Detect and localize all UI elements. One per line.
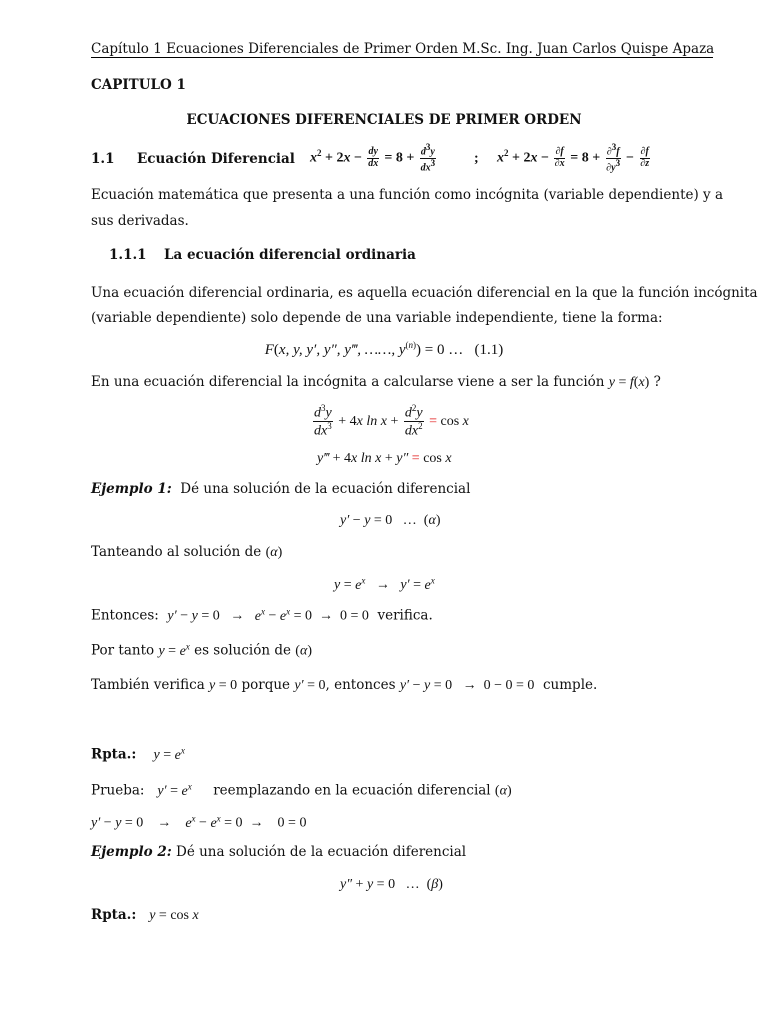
answer-1: Rpta.: $y = e^x$ [91, 745, 185, 763]
therefore-line: Por tanto $y = e^x$ es solución de (α) [91, 641, 312, 659]
definition-line-2: sus derivadas. [91, 213, 189, 229]
header-rule [91, 57, 713, 58]
ode-definition-line-2: (variable dependiente) solo depende de una variable independiente, tiene la forma: [91, 310, 663, 326]
chapter-title: ECUACIONES DIFERENCIALES DE PRIMER ORDEN [186, 112, 582, 128]
example-1-label: Ejemplo 1: [91, 481, 172, 497]
chapter-label: CAPITULO 1 [91, 77, 186, 93]
equation-separator: ; [474, 151, 479, 166]
example-2-text: Dé una solución de la ecuación diferencial [176, 844, 467, 860]
question-text: En una ecuación diferencial la incógnita a calcularse viene a ser la función [91, 374, 605, 390]
running-header: Capítulo 1 Ecuaciones Diferenciales de Primer Orden M.Sc. Ing. Juan Carlos Quispe Apaza [91, 41, 715, 57]
section-title: Ecuación Diferencial [137, 151, 295, 167]
verifies-text: verifica. [377, 607, 433, 624]
example-equation-pde: $x^2 + 2x$ − $\frac{\partial f}{\partial x}$ = 8 + $\frac{\partial^3f}{\partial y^3}$ − $\frac{\partial f}{\partial z}$ [497, 142, 650, 174]
because-text: porque [241, 677, 291, 693]
general-ode-equation: F(x, y, y′, y″, y‴, ……, $y^{(n)}) = 0$ … (1.1) [264, 340, 504, 358]
example-2-label: Ejemplo 2: [91, 844, 172, 860]
also-verifies-text: También verifica [91, 677, 205, 693]
example-equation-ode: $x^2 + 2x$ − $\frac{dy}{dx}$ = 8 + $\frac{d^3y}{dx^3}$ [310, 142, 436, 174]
proof-label: Prueba: [91, 782, 145, 799]
proof-equation: y′ − y = 0 → $e^x - e^x = 0$ → 0 = 0 [91, 813, 307, 831]
answer-1-label: Rpta.: [91, 746, 137, 763]
definition-line-1: Ecuación matemática que presenta a una función como incógnita (variable dependiente) y a [91, 187, 724, 203]
then-label: Entonces: [91, 607, 159, 624]
then-word: , entonces [325, 677, 396, 693]
complies-text: cumple. [543, 677, 598, 693]
proof-line: Prueba: $y' = e^x$ reemplazando en la ecuación diferencial (α) [91, 781, 512, 799]
then-line: Entonces: $y' - y = 0 \to e^x - e^x = 0 \to 0 = 0$ verifica. [91, 606, 433, 624]
trial-solution: $y = e^x \to y' = e^x$ [334, 575, 435, 593]
answer-2-label: Rpta.: [91, 907, 137, 923]
ode-definition-line-1: Una ecuación diferencial ordinaria, es aquella ecuación diferencial en la que la función incógnita [91, 285, 758, 301]
trial-text: Tanteando al solución de [91, 544, 262, 560]
is-solution-text: es solución de [194, 642, 291, 659]
question-mark: ? [653, 374, 661, 390]
equation-tag: (1.1) [474, 342, 504, 358]
example-2-heading [91, 844, 466, 860]
therefore-text: Por tanto [91, 642, 155, 659]
proof-text: reemplazando en la ecuación diferencial [213, 782, 491, 799]
question-line: En una ecuación diferencial la incógnita a calcularse viene a ser la función y = f(x) ? [91, 374, 661, 390]
subsection-number: 1.1.1 [109, 247, 147, 263]
example-ode-prime-form: y‴ + 4x ln x + y″ = cos x [317, 451, 452, 466]
trial-line: Tanteando al solución de (α) [91, 544, 283, 560]
example-ode-fraction-form: $\frac{d^3y}{dx^3}$ + 4x ln x + $\frac{d^2y}{dx^2}$ = cos x [314, 403, 469, 439]
example-2-equation: y″ + y = 0 … (β) [340, 877, 443, 892]
example-1-text: Dé una solución de la ecuación diferencial [180, 481, 471, 497]
subsection-title: La ecuación diferencial ordinaria [164, 247, 416, 263]
also-verifies-line: También verifica y = 0 porque y′ = 0, entonces y′ − y = 0 → 0 − 0 = 0 cumple. [91, 677, 598, 693]
answer-2: Rpta.: y = cos x [91, 907, 199, 923]
section-number: 1.1 [91, 151, 115, 167]
example-1-equation: y′ − y = 0 … (α) [340, 513, 441, 528]
example-1-heading [91, 481, 470, 497]
